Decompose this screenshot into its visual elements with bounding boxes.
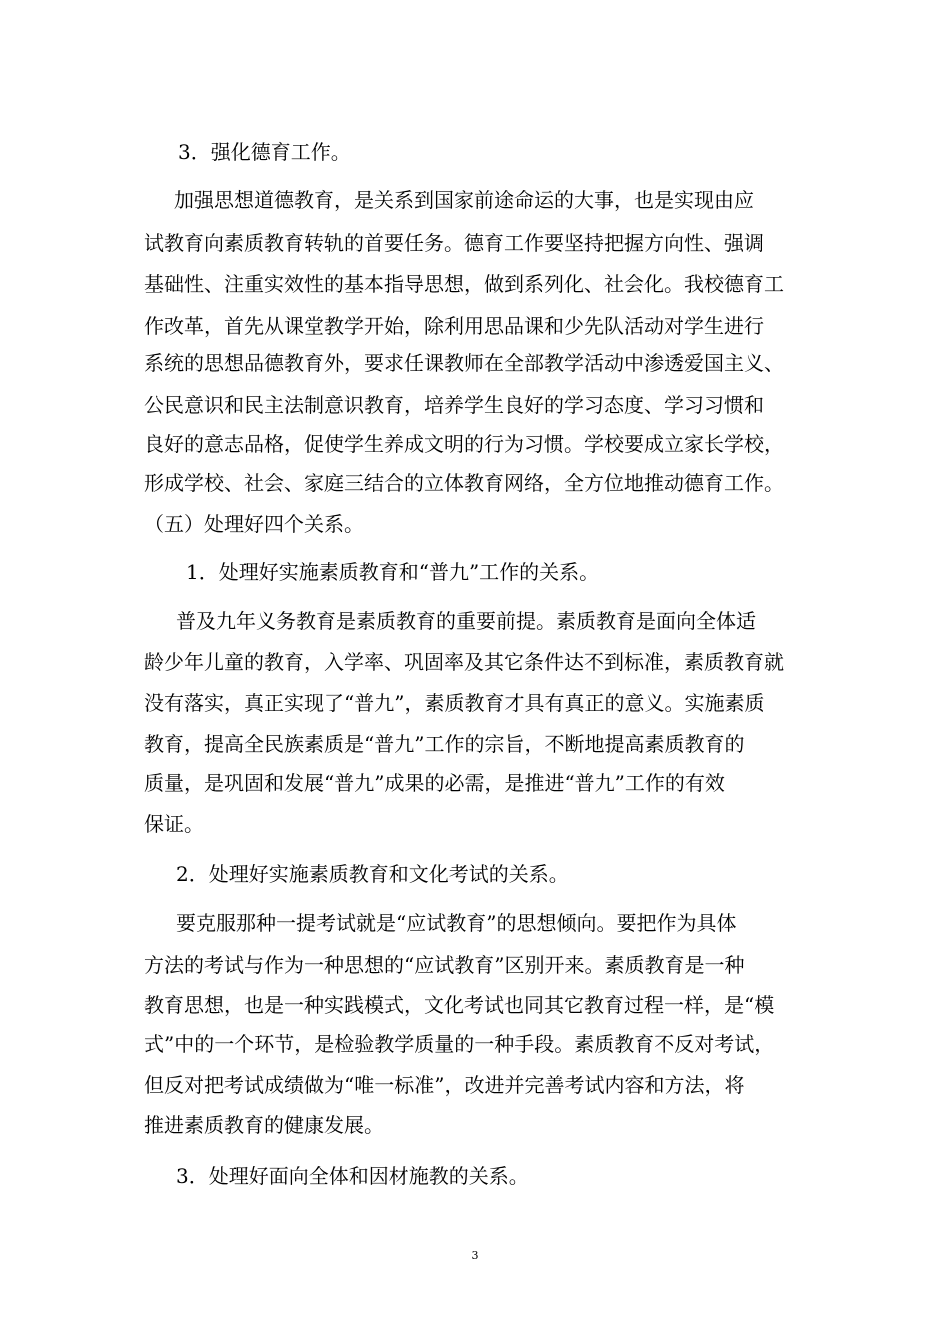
subsection-heading: 3．处理好面向全体和因材施教的关系。 — [176, 1164, 529, 1188]
paragraph-line: 试教育向素质教育转轨的首要任务。德育工作要坚持把握方向性、强调 — [144, 231, 764, 255]
subsection-heading: 1．处理好实施素质教育和“普九”工作的关系。 — [186, 560, 600, 584]
paragraph-line: 推进素质教育的健康发展。 — [144, 1113, 384, 1137]
paragraph-line: 没有落实，真正实现了“普九”，素质教育才具有真正的意义。实施素质 — [144, 691, 765, 715]
paragraph-line: 方法的考试与作为一种思想的“应试教育”区别开来。素质教育是一种 — [144, 953, 745, 977]
paragraph-line: 教育，提高全民族素质是“普九”工作的宗旨，不断地提高素质教育的 — [144, 732, 745, 756]
paragraph-line: 但反对把考试成绩做为“唯一标准”，改进并完善考试内容和方法，将 — [144, 1073, 745, 1097]
paragraph-line: 式”中的一个环节，是检验教学质量的一种手段。素质教育不反对考试， — [144, 1032, 775, 1056]
page-number: 3 — [471, 1249, 479, 1262]
paragraph-line: 系统的思想品德教育外，要求任课教师在全部教学活动中渗透爱国主义、 — [144, 351, 784, 375]
subsection-heading: 2．处理好实施素质教育和文化考试的关系。 — [176, 862, 569, 886]
paragraph-line: 质量，是巩固和发展“普九”成果的必需，是推进“普九”工作的有效 — [144, 771, 725, 795]
paragraph-line: 作改革，首先从课堂教学开始，除利用思品课和少先队活动对学生进行 — [144, 314, 764, 338]
paragraph-line: 形成学校、社会、家庭三结合的立体教育网络，全方位地推动德育工作。 — [144, 471, 784, 495]
paragraph-line: 良好的意志品格，促使学生养成文明的行为习惯。学校要成立家长学校， — [144, 432, 784, 456]
paragraph-line: 普及九年义务教育是素质教育的重要前提。素质教育是面向全体适 — [176, 609, 756, 633]
paragraph-line: 要克服那种一提考试就是“应试教育”的思想倾向。要把作为具体 — [176, 911, 737, 935]
paragraph-line: 龄少年儿童的教育，入学率、巩固率及其它条件达不到标准，素质教育就 — [144, 650, 784, 674]
paragraph-line: 加强思想道德教育，是关系到国家前途命运的大事，也是实现由应 — [174, 188, 754, 212]
section-heading: （五）处理好四个关系。 — [144, 512, 364, 536]
paragraph-line: 保证。 — [144, 812, 204, 836]
section-heading: 3．强化德育工作。 — [178, 140, 351, 164]
paragraph-line: 教育思想，也是一种实践模式，文化考试也同其它教育过程一样，是“模 — [144, 993, 775, 1017]
paragraph-line: 基础性、注重实效性的基本指导思想，做到系列化、社会化。我校德育工 — [144, 272, 784, 296]
paragraph-line: 公民意识和民主法制意识教育，培养学生良好的学习态度、学习习惯和 — [144, 393, 764, 417]
